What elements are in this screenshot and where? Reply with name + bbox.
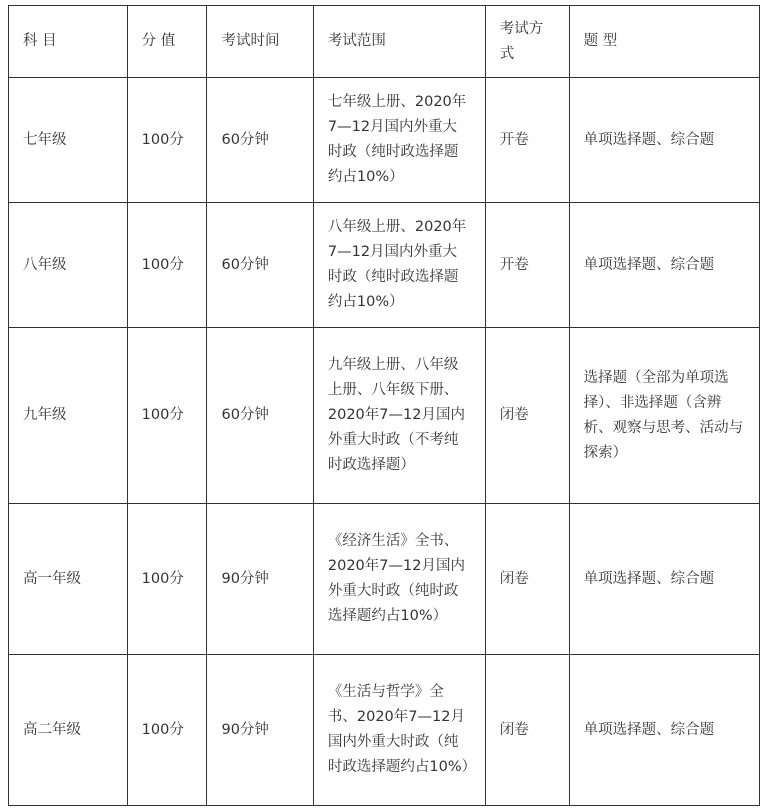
cell-scope: 七年级上册、2020年7—12月国内外重大时政（纯时政选择题约占10%） bbox=[313, 78, 485, 203]
cell-question-type: 单项选择题、综合题 bbox=[569, 655, 759, 806]
header-method: 考试方式 bbox=[485, 6, 569, 78]
cell-question-type: 单项选择题、综合题 bbox=[569, 504, 759, 655]
header-subject: 科 目 bbox=[9, 6, 128, 78]
cell-scope: 九年级上册、八年级上册、八年级下册、2020年7—12月国内外重大时政（不考纯时政选择题） bbox=[313, 328, 485, 504]
cell-scope: 八年级上册、2020年7—12月国内外重大时政（纯时政选择题约占10%） bbox=[313, 203, 485, 328]
cell-score: 100分 bbox=[127, 504, 207, 655]
cell-method: 闭卷 bbox=[485, 504, 569, 655]
cell-subject: 高一年级 bbox=[9, 504, 128, 655]
cell-subject: 八年级 bbox=[9, 203, 128, 328]
table-row bbox=[9, 203, 760, 328]
cell-method: 开卷 bbox=[485, 78, 569, 203]
table-row bbox=[9, 504, 760, 655]
table-row bbox=[9, 78, 760, 203]
header-time: 考试时间 bbox=[207, 6, 313, 78]
header-question-type: 题 型 bbox=[569, 6, 759, 78]
header-score: 分 值 bbox=[127, 6, 207, 78]
cell-score: 100分 bbox=[127, 328, 207, 504]
cell-score: 100分 bbox=[127, 78, 207, 203]
cell-question-type: 选择题（全部为单项选择）、非选择题（含辨析、观察与思考、活动与探索） bbox=[569, 328, 759, 504]
exam-schedule-table bbox=[8, 5, 760, 806]
cell-time: 60分钟 bbox=[207, 328, 313, 504]
table-row bbox=[9, 655, 760, 806]
cell-method: 闭卷 bbox=[485, 328, 569, 504]
cell-score: 100分 bbox=[127, 655, 207, 806]
cell-time: 90分钟 bbox=[207, 504, 313, 655]
cell-method: 闭卷 bbox=[485, 655, 569, 806]
cell-question-type: 单项选择题、综合题 bbox=[569, 203, 759, 328]
cell-time: 90分钟 bbox=[207, 655, 313, 806]
header-row bbox=[9, 6, 760, 78]
cell-score: 100分 bbox=[127, 203, 207, 328]
cell-subject: 九年级 bbox=[9, 328, 128, 504]
cell-time: 60分钟 bbox=[207, 78, 313, 203]
cell-question-type: 单项选择题、综合题 bbox=[569, 78, 759, 203]
cell-scope: 《经济生活》全书、2020年7—12月国内外重大时政（纯时政选择题约占10%） bbox=[313, 504, 485, 655]
header-scope: 考试范围 bbox=[313, 6, 485, 78]
table-row bbox=[9, 328, 760, 504]
cell-scope: 《生活与哲学》全书、2020年7—12月国内外重大时政（纯时政选择题约占10%） bbox=[313, 655, 485, 806]
cell-method: 开卷 bbox=[485, 203, 569, 328]
cell-subject: 七年级 bbox=[9, 78, 128, 203]
cell-time: 60分钟 bbox=[207, 203, 313, 328]
cell-subject: 高二年级 bbox=[9, 655, 128, 806]
